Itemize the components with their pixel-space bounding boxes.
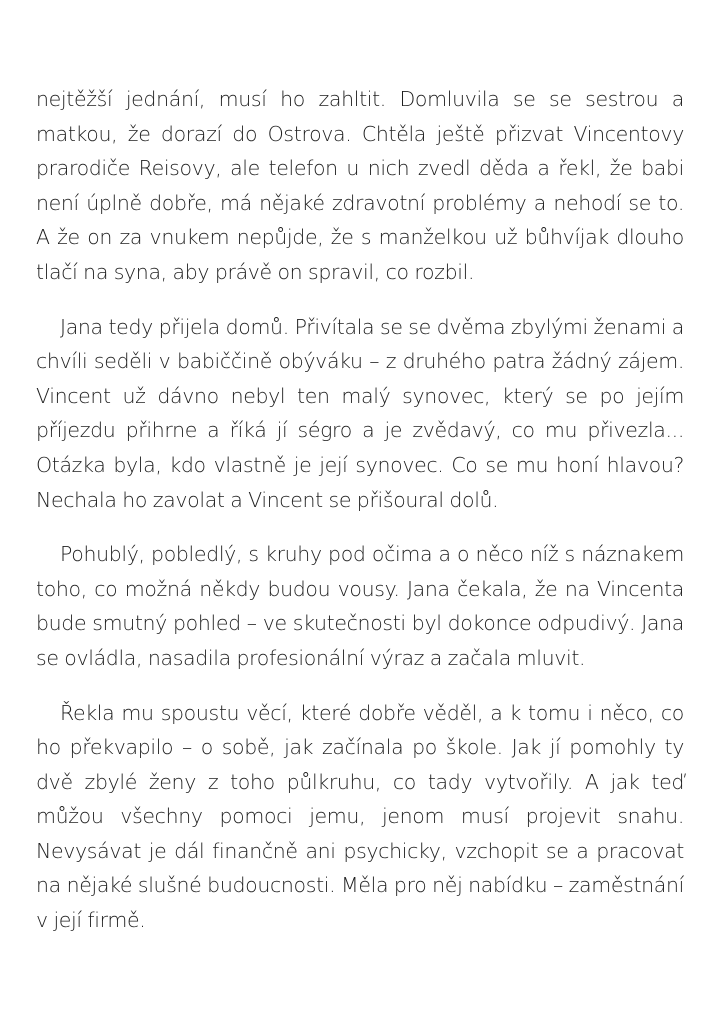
paragraph-2: Jana tedy přijela domů. Přivítala se se dvěma zbylými ženami a chvíli seděli v babiččině obýváku – z druhého patra žádný zájem. Vincent už dávno nebyl ten malý synovec, který se po jejím příjezdu přihrne a říká jí ségro a je zvědavý, co mu přivezla... Otázka byla, kdo vlastně je její synovec. Co se mu honí hlavou? Nechala ho zavolat a Vincent se přišoural dolů. — [36, 314, 684, 512]
paragraph-3: Pohublý, pobledlý, s kruhy pod očima a o něco níž s náznakem toho, co možná někdy budou vousy. Jana čekala, že na Vincenta bude smutný pohled – ve skutečnosti byl dokonce odpudivý. Jana se ovládla, nasadila profesionální výraz a začala mluvit. — [36, 542, 684, 670]
paragraph-4: Řekla mu spoustu věcí, které dobře věděl, a k tomu i něco, co ho překvapilo – o sobě, jak začínala po škole. Jak jí pomohly ty dvě zbylé ženy z toho půlkruhu, co tady vytvořily. A jak teď můžou všechny pomoci jemu, jenom musí projevit snahu. Nevysávat je dál finančně ani psychicky, vzchopit se a pracovat na nějaké slušné budoucnosti. Měla pro něj nabídku – zaměstnání v její firmě. — [36, 700, 684, 933]
page-text — [36, 82, 684, 958]
paragraph-1: nejtěžší jednání, musí ho zahltit. Domluvila se se sestrou a matkou, že dorazí do Ostrova. Chtěla ještě přizvat Vincentovy prarodiče Reisovy, ale telefon u nich zvedl děda a řekl, že babi není úplně dobře, má nějaké zdravotní problémy a nehodí se to. A že on za vnukem nepůjde, že s manželkou už bůhvíjak dlouho tlačí na syna, aby právě on spravil, co rozbil. — [36, 87, 684, 284]
